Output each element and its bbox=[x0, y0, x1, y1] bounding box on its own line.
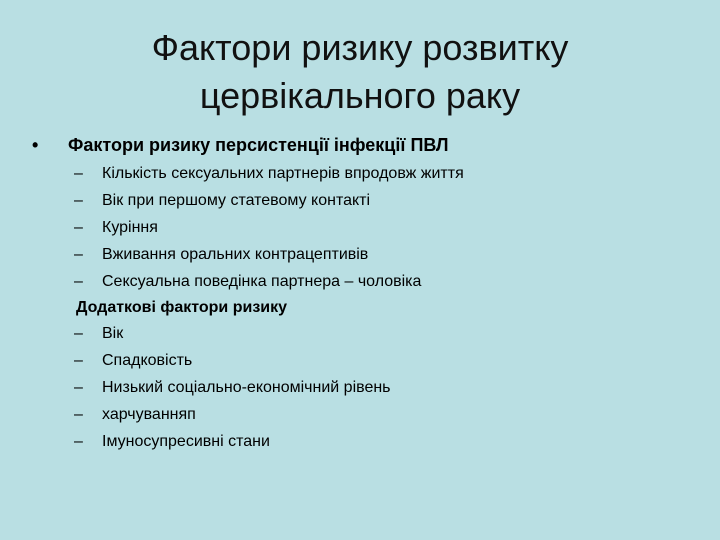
list-item-text: Імуносупресивні стани bbox=[102, 433, 270, 450]
dash-icon: – bbox=[74, 406, 83, 423]
list-item bbox=[74, 163, 464, 185]
dash-icon: – bbox=[74, 219, 83, 236]
list-item bbox=[74, 377, 391, 399]
dash-icon: – bbox=[74, 433, 83, 450]
dash-icon: – bbox=[74, 352, 83, 369]
list-item bbox=[74, 217, 158, 239]
list-item-text: Куріння bbox=[102, 219, 158, 236]
list-item-text: Спадковість bbox=[102, 352, 193, 369]
dash-icon: – bbox=[74, 192, 83, 209]
list-item bbox=[74, 244, 368, 266]
list-item-text: Вік при першому статевому контакті bbox=[102, 192, 371, 209]
list-item-text: Вік bbox=[102, 325, 124, 342]
slide-title-line-2: цервікального раку bbox=[199, 75, 521, 116]
slide-title-line-1: Фактори ризику розвитку bbox=[151, 27, 569, 68]
dash-icon: – bbox=[74, 325, 83, 342]
main-bullet bbox=[32, 133, 449, 157]
list-item bbox=[74, 323, 123, 345]
slide-title bbox=[0, 24, 720, 120]
list-item-text: Низький соціально-економічний рівень bbox=[102, 379, 391, 396]
main-bullet-text: Фактори ризику персистенції інфекції ПВЛ bbox=[68, 135, 449, 155]
bullet-dot-icon: • bbox=[32, 135, 39, 155]
dash-icon: – bbox=[74, 379, 83, 396]
list-item-text: харчуванняп bbox=[102, 406, 196, 423]
list-item bbox=[74, 350, 192, 372]
section-heading: Додаткові фактори ризику bbox=[76, 299, 288, 316]
list-item-text: Сексуальна поведінка партнера – чоловіка bbox=[102, 273, 422, 290]
dash-icon: – bbox=[74, 165, 83, 182]
list-item bbox=[74, 190, 370, 212]
dash-icon: – bbox=[74, 273, 83, 290]
dash-icon: – bbox=[74, 246, 83, 263]
list-item bbox=[74, 404, 196, 426]
list-item bbox=[74, 431, 270, 453]
list-item bbox=[74, 271, 421, 293]
list-item-text: Кількість сексуальних партнерів впродовж життя bbox=[102, 165, 464, 182]
list-item-text: Вживання оральних контрацептивів bbox=[102, 246, 369, 263]
